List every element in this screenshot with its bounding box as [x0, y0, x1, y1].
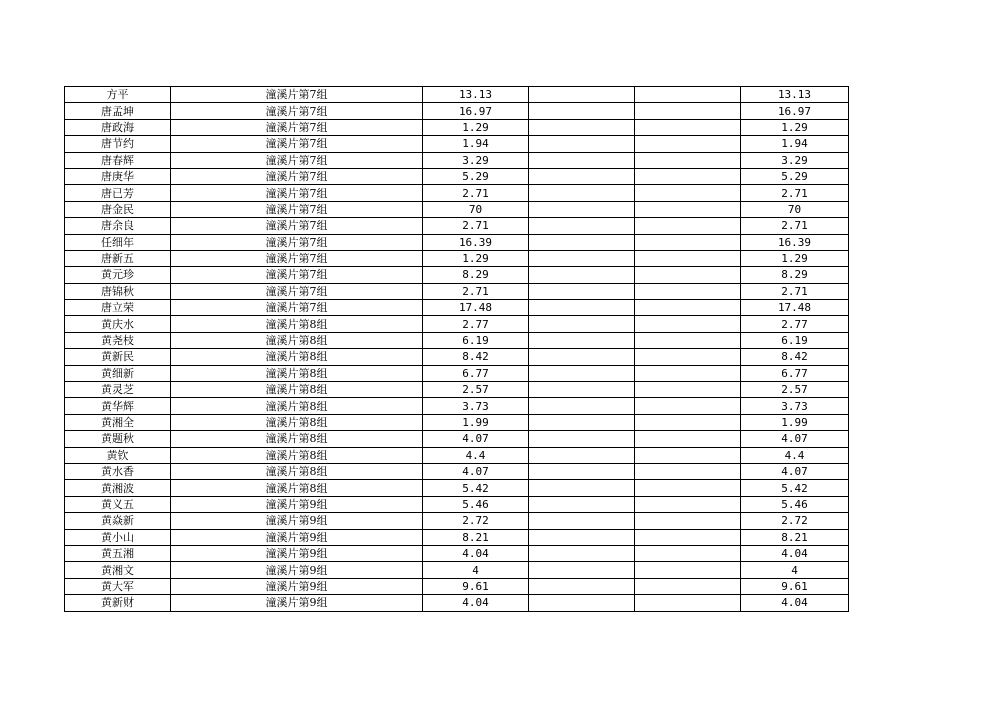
table-row — [65, 119, 849, 135]
name-cell: 唐已芳 — [65, 185, 171, 201]
amount-cell: 2.72 — [423, 513, 529, 529]
amount-cell: 9.61 — [423, 578, 529, 594]
total-cell: 4.07 — [741, 463, 849, 479]
empty-cell — [635, 349, 741, 365]
empty-cell — [529, 365, 635, 381]
amount-cell: 6.19 — [423, 332, 529, 348]
total-cell: 8.42 — [741, 349, 849, 365]
group-cell: 潼溪片第7组 — [171, 119, 423, 135]
group-cell: 潼溪片第8组 — [171, 414, 423, 430]
group-cell: 潼溪片第9组 — [171, 529, 423, 545]
amount-cell: 4.04 — [423, 545, 529, 561]
empty-cell — [635, 480, 741, 496]
group-cell: 潼溪片第8组 — [171, 316, 423, 332]
table-row — [65, 562, 849, 578]
name-cell: 唐节约 — [65, 136, 171, 152]
empty-cell — [529, 267, 635, 283]
group-cell: 潼溪片第7组 — [171, 168, 423, 184]
name-cell: 方平 — [65, 87, 171, 103]
amount-cell: 16.97 — [423, 103, 529, 119]
total-cell: 3.29 — [741, 152, 849, 168]
table-row — [65, 365, 849, 381]
total-cell: 1.94 — [741, 136, 849, 152]
empty-cell — [529, 414, 635, 430]
amount-cell: 17.48 — [423, 300, 529, 316]
name-cell: 黄钦 — [65, 447, 171, 463]
group-cell: 潼溪片第7组 — [171, 152, 423, 168]
group-cell: 潼溪片第9组 — [171, 496, 423, 512]
empty-cell — [635, 414, 741, 430]
empty-cell — [529, 431, 635, 447]
group-cell: 潼溪片第7组 — [171, 185, 423, 201]
empty-cell — [635, 578, 741, 594]
empty-cell — [635, 595, 741, 611]
group-cell: 潼溪片第8组 — [171, 463, 423, 479]
table-row — [65, 250, 849, 266]
empty-cell — [635, 234, 741, 250]
amount-cell: 13.13 — [423, 87, 529, 103]
empty-cell — [529, 447, 635, 463]
empty-cell — [529, 201, 635, 217]
empty-cell — [635, 463, 741, 479]
name-cell: 黄元珍 — [65, 267, 171, 283]
total-cell: 1.29 — [741, 250, 849, 266]
empty-cell — [529, 529, 635, 545]
amount-cell: 5.42 — [423, 480, 529, 496]
empty-cell — [635, 513, 741, 529]
total-cell: 4.04 — [741, 545, 849, 561]
empty-cell — [529, 480, 635, 496]
empty-cell — [529, 300, 635, 316]
empty-cell — [635, 300, 741, 316]
total-cell: 4.04 — [741, 595, 849, 611]
group-cell: 潼溪片第9组 — [171, 578, 423, 594]
empty-cell — [529, 496, 635, 512]
empty-cell — [529, 562, 635, 578]
empty-cell — [635, 316, 741, 332]
group-cell: 潼溪片第7组 — [171, 201, 423, 217]
group-cell: 潼溪片第7组 — [171, 234, 423, 250]
total-cell: 5.46 — [741, 496, 849, 512]
group-cell: 潼溪片第7组 — [171, 103, 423, 119]
name-cell: 任细年 — [65, 234, 171, 250]
empty-cell — [529, 513, 635, 529]
table-row — [65, 480, 849, 496]
empty-cell — [635, 382, 741, 398]
table-row — [65, 513, 849, 529]
table-row — [65, 218, 849, 234]
total-cell: 2.71 — [741, 185, 849, 201]
empty-cell — [635, 250, 741, 266]
name-cell: 黄细新 — [65, 365, 171, 381]
table-row — [65, 545, 849, 561]
amount-cell: 6.77 — [423, 365, 529, 381]
total-cell: 8.21 — [741, 529, 849, 545]
group-cell: 潼溪片第8组 — [171, 332, 423, 348]
empty-cell — [529, 119, 635, 135]
group-cell: 潼溪片第8组 — [171, 480, 423, 496]
name-cell: 黄新财 — [65, 595, 171, 611]
total-cell: 3.73 — [741, 398, 849, 414]
name-cell: 黄湘文 — [65, 562, 171, 578]
table-row — [65, 398, 849, 414]
empty-cell — [635, 201, 741, 217]
amount-cell: 1.29 — [423, 119, 529, 135]
empty-cell — [529, 168, 635, 184]
table-row — [65, 447, 849, 463]
table-row — [65, 168, 849, 184]
total-cell: 4 — [741, 562, 849, 578]
amount-cell: 8.29 — [423, 267, 529, 283]
name-cell: 黄焱新 — [65, 513, 171, 529]
table-row — [65, 283, 849, 299]
amount-cell: 4.4 — [423, 447, 529, 463]
amount-cell: 8.21 — [423, 529, 529, 545]
group-cell: 潼溪片第9组 — [171, 513, 423, 529]
name-cell: 黄湘全 — [65, 414, 171, 430]
table-row — [65, 332, 849, 348]
amount-cell: 4.07 — [423, 463, 529, 479]
total-cell: 2.77 — [741, 316, 849, 332]
empty-cell — [635, 332, 741, 348]
total-cell: 5.29 — [741, 168, 849, 184]
table-row — [65, 463, 849, 479]
amount-cell: 1.29 — [423, 250, 529, 266]
amount-cell: 2.57 — [423, 382, 529, 398]
total-cell: 17.48 — [741, 300, 849, 316]
total-cell: 6.19 — [741, 332, 849, 348]
name-cell: 黄庆水 — [65, 316, 171, 332]
empty-cell — [635, 168, 741, 184]
group-cell: 潼溪片第7组 — [171, 300, 423, 316]
empty-cell — [635, 136, 741, 152]
table-row — [65, 349, 849, 365]
table-row — [65, 578, 849, 594]
amount-cell: 3.73 — [423, 398, 529, 414]
name-cell: 唐春辉 — [65, 152, 171, 168]
empty-cell — [635, 431, 741, 447]
empty-cell — [635, 398, 741, 414]
empty-cell — [635, 562, 741, 578]
group-cell: 潼溪片第8组 — [171, 382, 423, 398]
total-cell: 5.42 — [741, 480, 849, 496]
group-cell: 潼溪片第7组 — [171, 218, 423, 234]
table-row — [65, 431, 849, 447]
empty-cell — [529, 349, 635, 365]
total-cell: 8.29 — [741, 267, 849, 283]
table-row — [65, 103, 849, 119]
group-cell: 潼溪片第8组 — [171, 365, 423, 381]
empty-cell — [635, 447, 741, 463]
name-cell: 黄五湘 — [65, 545, 171, 561]
name-cell: 黄义五 — [65, 496, 171, 512]
table-body — [65, 87, 849, 612]
name-cell: 黄灵芝 — [65, 382, 171, 398]
table-row — [65, 300, 849, 316]
group-cell: 潼溪片第7组 — [171, 136, 423, 152]
total-cell: 6.77 — [741, 365, 849, 381]
empty-cell — [529, 103, 635, 119]
table-row — [65, 234, 849, 250]
amount-cell: 5.29 — [423, 168, 529, 184]
empty-cell — [635, 218, 741, 234]
table-row — [65, 496, 849, 512]
name-cell: 唐庚华 — [65, 168, 171, 184]
total-cell: 2.57 — [741, 382, 849, 398]
table-row — [65, 414, 849, 430]
name-cell: 黄水香 — [65, 463, 171, 479]
total-cell: 4.07 — [741, 431, 849, 447]
amount-cell: 5.46 — [423, 496, 529, 512]
name-cell: 唐政海 — [65, 119, 171, 135]
amount-cell: 2.71 — [423, 218, 529, 234]
empty-cell — [529, 87, 635, 103]
empty-cell — [635, 152, 741, 168]
name-cell: 唐金民 — [65, 201, 171, 217]
name-cell: 黄尧枝 — [65, 332, 171, 348]
empty-cell — [529, 250, 635, 266]
name-cell: 黄小山 — [65, 529, 171, 545]
empty-cell — [529, 218, 635, 234]
amount-cell: 2.77 — [423, 316, 529, 332]
total-cell: 2.72 — [741, 513, 849, 529]
empty-cell — [529, 185, 635, 201]
empty-cell — [529, 398, 635, 414]
table-row — [65, 529, 849, 545]
total-cell: 1.29 — [741, 119, 849, 135]
group-cell: 潼溪片第9组 — [171, 545, 423, 561]
group-cell: 潼溪片第8组 — [171, 447, 423, 463]
group-cell: 潼溪片第8组 — [171, 431, 423, 447]
name-cell: 唐新五 — [65, 250, 171, 266]
name-cell: 唐余良 — [65, 218, 171, 234]
group-cell: 潼溪片第9组 — [171, 562, 423, 578]
group-cell: 潼溪片第8组 — [171, 349, 423, 365]
amount-cell: 2.71 — [423, 185, 529, 201]
total-cell: 9.61 — [741, 578, 849, 594]
group-cell: 潼溪片第9组 — [171, 595, 423, 611]
amount-cell: 8.42 — [423, 349, 529, 365]
empty-cell — [529, 463, 635, 479]
table-row — [65, 382, 849, 398]
name-cell: 黄大军 — [65, 578, 171, 594]
data-table — [64, 86, 849, 612]
table-row — [65, 136, 849, 152]
empty-cell — [529, 283, 635, 299]
empty-cell — [635, 103, 741, 119]
total-cell: 1.99 — [741, 414, 849, 430]
name-cell: 唐孟坤 — [65, 103, 171, 119]
empty-cell — [529, 152, 635, 168]
amount-cell: 4 — [423, 562, 529, 578]
group-cell: 潼溪片第7组 — [171, 87, 423, 103]
name-cell: 黄题秋 — [65, 431, 171, 447]
name-cell: 唐锦秋 — [65, 283, 171, 299]
total-cell: 16.39 — [741, 234, 849, 250]
amount-cell: 1.94 — [423, 136, 529, 152]
total-cell: 13.13 — [741, 87, 849, 103]
empty-cell — [635, 545, 741, 561]
group-cell: 潼溪片第8组 — [171, 398, 423, 414]
name-cell: 黄华辉 — [65, 398, 171, 414]
amount-cell: 2.71 — [423, 283, 529, 299]
table-row — [65, 152, 849, 168]
group-cell: 潼溪片第7组 — [171, 250, 423, 266]
total-cell: 4.4 — [741, 447, 849, 463]
amount-cell: 3.29 — [423, 152, 529, 168]
name-cell: 黄湘波 — [65, 480, 171, 496]
name-cell: 唐立荣 — [65, 300, 171, 316]
empty-cell — [529, 136, 635, 152]
table-row — [65, 316, 849, 332]
table-row — [65, 185, 849, 201]
empty-cell — [635, 87, 741, 103]
total-cell: 2.71 — [741, 218, 849, 234]
group-cell: 潼溪片第7组 — [171, 267, 423, 283]
empty-cell — [635, 119, 741, 135]
table-row — [65, 201, 849, 217]
total-cell: 2.71 — [741, 283, 849, 299]
empty-cell — [635, 283, 741, 299]
table-row — [65, 87, 849, 103]
amount-cell: 4.07 — [423, 431, 529, 447]
amount-cell: 4.04 — [423, 595, 529, 611]
table-row — [65, 267, 849, 283]
table-row — [65, 595, 849, 611]
empty-cell — [635, 185, 741, 201]
empty-cell — [529, 595, 635, 611]
empty-cell — [529, 332, 635, 348]
empty-cell — [529, 234, 635, 250]
empty-cell — [635, 267, 741, 283]
total-cell: 16.97 — [741, 103, 849, 119]
total-cell: 70 — [741, 201, 849, 217]
name-cell: 黄新民 — [65, 349, 171, 365]
group-cell: 潼溪片第7组 — [171, 283, 423, 299]
amount-cell: 70 — [423, 201, 529, 217]
empty-cell — [529, 545, 635, 561]
amount-cell: 1.99 — [423, 414, 529, 430]
empty-cell — [529, 382, 635, 398]
empty-cell — [635, 496, 741, 512]
empty-cell — [635, 529, 741, 545]
empty-cell — [635, 365, 741, 381]
amount-cell: 16.39 — [423, 234, 529, 250]
empty-cell — [529, 578, 635, 594]
empty-cell — [529, 316, 635, 332]
